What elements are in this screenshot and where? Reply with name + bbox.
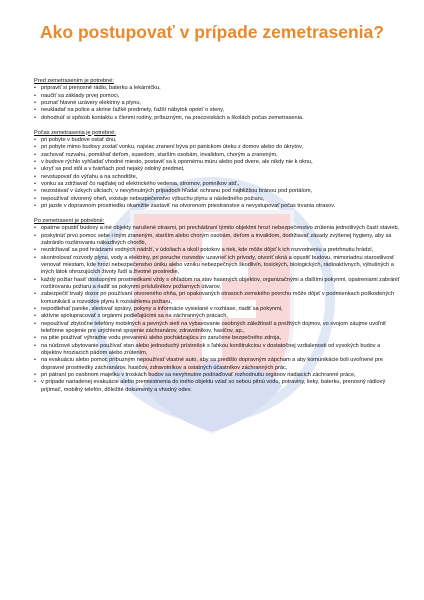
list-item: • pri pobyte mimo budovy zostať vonku, najviac zranení býva pri panickom úteku z domov alebo do úkrytov, bbox=[34, 144, 400, 151]
list-item: • nepoužívať zbytočne telefóny mobilných a pevných sietí na vybavovanie osobných záležitostí a prežitých dojmov, vo svojom záujme uvoľniť telefónne spojenie pre urýchlené spojenie záchranárov, zdravotníkov, hasičov, ap., bbox=[34, 321, 400, 336]
list-item: • na pitie používať výhradne vodu prevarenú alebo pochádzajúcu zo zaručene bezpečného zdroja, bbox=[34, 335, 400, 342]
list-item: • aktívne spolupracovať s orgánmi podieľajúcimi sa na záchranných prácach, bbox=[34, 313, 400, 320]
list-item: • opatrne opustiť budovy a iné objekty narušené otrasmi, pri prechádzaní týmito objektmi hrozí nebezpečenstvo zrútenia jednotlivých častí stavieb, bbox=[34, 225, 400, 232]
list-item: • skontrolovať rozvody plynu, vody a elektriny, pri poruche rozvodov uzavrieť ich prívody, otvoriť okná a opustiť budovu, mimoriadnu starostlivosť venovať miestam, kde hrozí nebezpečenstvo úniku alebo vzniku nebezpečných škodlivín, toxických, biologických, rádioaktívnych, výbušných a iných látok ohrozujúcich životy ľudí a životné prostredie, bbox=[34, 255, 400, 277]
section-heading: Po zemetrasení je potrebné: bbox=[34, 217, 105, 224]
list-item: • poznať hlavné uzávery elektriny a plynu, bbox=[34, 100, 400, 107]
list-item: • zabezpečiť trvalý dozor pri používaní otvoreného ohňa, pri opakovaných otrasoch zemského povrchu môže dôjsť v podmienkach poškodených komunikácií a rozvodov plynu k rozsiahlemu požiaru, bbox=[34, 291, 400, 306]
list-item: • na núdzové ubytovanie používať stan alebo jednoduchý prístrešok s ľahkou konštrukciou v dostatočnej vzdialenosti od vysokých budov a objektov hroziacich pádom alebo zrútením, bbox=[34, 343, 400, 358]
section-heading: Počas zemetrasenia je potrebné: bbox=[34, 129, 116, 136]
list-item: • nevstupovať do výťahu a na schodište, bbox=[34, 174, 400, 181]
list-item: • v budove rýchlo vyhľadať vhodné miesto, postaviť sa k opornému múru alebo pod dvere, ale nikdy nie k oknu, bbox=[34, 159, 400, 166]
list-item: • na evakuáciu alebo pomoc príbuzným nepoužívať vlastné auto, aby sa predišlo dopravným zápcham a aby komunikácie boli uvoľnené pre dopravné prostriedky záchranárov, hasičov, zdravotníkov a ostatných účastníkov záchranných prác, bbox=[34, 357, 400, 372]
section-heading: Pred zemetrasením je potrebné: bbox=[34, 78, 114, 84]
list-item: • nepoužívať otvorený oheň, existuje nebezpečenstvo výbuchu plynu a následného požiaru, bbox=[34, 196, 400, 203]
list-item: • nezostávať v úzkych uliciach, v nevyhnutných prípadoch hľadať ochranu pod najbližšou bránou pod portálom, bbox=[34, 188, 400, 195]
list-item: • vonku sa zdržiavať čo najďalej od elektrického vedenia, stromov, pomníkov atď., bbox=[34, 181, 400, 188]
list-item: • pripraviť si prenosné rádio, baterku a lekárničku, bbox=[34, 85, 400, 92]
list-item: • zachovať rozvahu, pomáhať deťom, susedom, starším osobám, invalidom, chorým a zraneným, bbox=[34, 152, 400, 159]
list-item: • pri jazde v dopravnom prostriedku okamžite zastaviť na otvorenom priestranstve a nevystupovať počas trvania otrasov. bbox=[34, 203, 400, 210]
section-before-earthquake bbox=[34, 78, 400, 122]
list-item: • nezdržiavať sa pod hrádzami vodných nádrží, v údoliach a okolí potokov a riek, kde môže dôjsť k ich rozvodneniu a pretrhnutiu hrádzí, bbox=[34, 247, 400, 254]
list-item: • každý požiar hasiť dostupnými prostriedkami vždy s ohľadom na stav hasených objektov, organizačnými a ďalšími pokynmi, opatreniami zabrániť rozširovaniu požiaru a riadiť sa pokynmi príslušníkov požiarnych útvarov, bbox=[34, 277, 400, 292]
bullet-list bbox=[34, 225, 400, 394]
list-item: • neukladať na police a skrine ťažké predmety, ťažší nábytok oprieť o steny, bbox=[34, 107, 400, 114]
list-item: • poskytnúť prvú pomoc sebe i iným zraneným, starším alebo chorým osobám, deťom a invalidom, dodržiavať zásady zvýšenej hygieny, aby sa zabránilo rozširovaniu nákazlivých chorôb, bbox=[34, 233, 400, 248]
list-item: • ukryť sa pod stôl a v tvárňach pod nejaký odolný predmet, bbox=[34, 166, 400, 173]
list-item: • nepodliehať panike, sledovať správy, pokyny a informácie vysielané v rozhlase, riadiť sa pokynmi, bbox=[34, 306, 400, 313]
bullet-list bbox=[34, 85, 400, 122]
section-during-earthquake bbox=[34, 130, 400, 211]
list-item: • naučiť sa základy prvej pomoci, bbox=[34, 93, 400, 100]
list-item: • dohodnúť si spôsob kontaktu s členmi rodiny, príbuznými, na pracoviskách a školách počas zemetrasenia. bbox=[34, 115, 400, 122]
list-item: • pri pátraní po osobnom majetku v troskách budov sa nevyhnutne podriaďovať rozhodnutiu orgánov riadiacich záchranné práce, bbox=[34, 372, 400, 379]
bullet-list bbox=[34, 137, 400, 210]
page-title: Ako postupovať v prípade zemetrasenia? bbox=[40, 22, 384, 42]
list-item: • pri pobyte v budove ostať dnu, bbox=[34, 137, 400, 144]
list-item: • v prípade nariadenej evakuácie alebo premiestnenia do iného objektu vziať so sebou pitnú vodu, potraviny, lieky, baterku, prenosný rádiový prijímač, mobilný telefón, dôležité dokumenty a vhodný odev. bbox=[34, 379, 400, 394]
section-after-earthquake bbox=[34, 218, 400, 394]
document-body bbox=[34, 78, 400, 402]
